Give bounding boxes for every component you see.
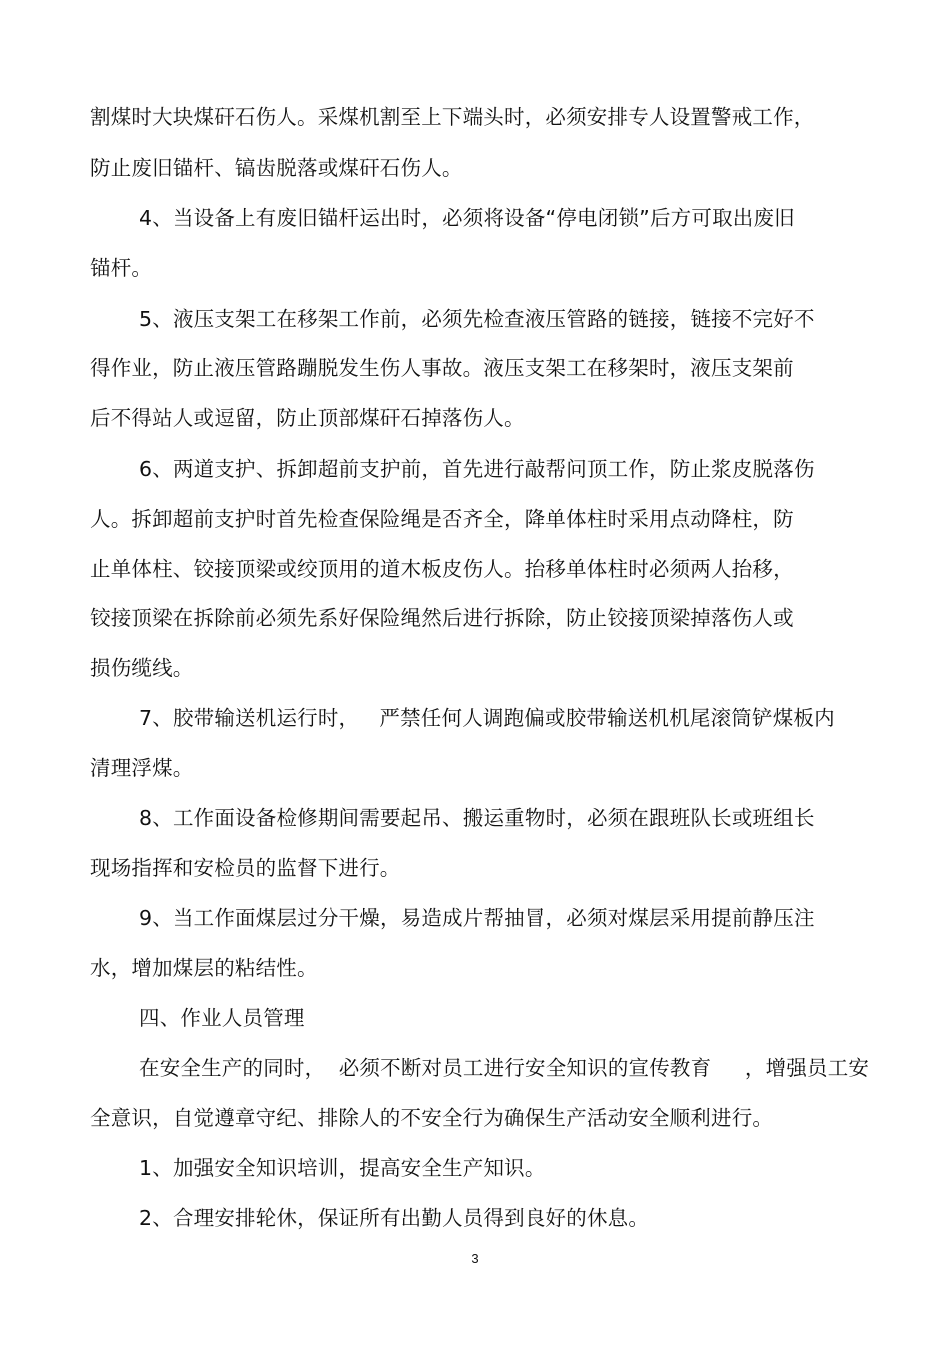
text-line: 防止废旧锚杆、镐齿脱落或煤矸石伤人。 [90,156,463,180]
text-line: 8、工作面设备检修期间需要起吊、搬运重物时，必须在跟班队长或班组长 [139,806,815,830]
text-line: 5、液压支架工在移架工作前，必须先检查液压管路的链接，链接不完好不 [139,307,815,331]
text-line: 6、两道支护、拆卸超前支护前，首先进行敲帮问顶工作，防止浆皮脱落伤 [139,457,815,481]
text-line: 在安全生产的同时， 必须不断对员工进行安全知识的宣传教育 ，增强员工安 [139,1056,870,1080]
text-line: 现场指挥和安检员的监督下进行。 [90,856,401,880]
text-line: 人。拆卸超前支护时首先检查保险绳是否齐全，降单体柱时采用点动降柱，防 [90,507,794,531]
text-line: 7、胶带输送机运行时， 严禁任何人调跑偏或胶带输送机机尾滚筒铲煤板内 [139,706,835,730]
text-line: 1、加强安全知识培训，提高安全生产知识。 [139,1156,546,1180]
text-line: 2、合理安排轮休，保证所有出勤人员得到良好的休息。 [139,1206,650,1230]
text-line: 割煤时大块煤矸石伤人。采煤机割至上下端头时，必须安排专人设置警戒工作， [90,105,815,129]
section-heading: 四、作业人员管理 [139,1006,305,1030]
text-line: 止单体柱、铰接顶梁或绞顶用的道木板皮伤人。抬移单体柱时必须两人抬移， [90,557,794,581]
text-line: 全意识，自觉遵章守纪、排除人的不安全行为确保生产活动安全顺利进行。 [90,1106,774,1130]
page-number: 3 [471,1251,479,1266]
text-line: 4、当设备上有废旧锚杆运出时，必须将设备“停电闭锁”后方可取出废旧 [139,206,795,230]
text-line: 锚杆。 [90,256,153,280]
text-line: 损伤缆线。 [90,656,194,680]
text-line: 9、当工作面煤层过分干燥，易造成片帮抽冒，必须对煤层采用提前静压注 [139,906,815,930]
text-line: 后不得站人或逗留，防止顶部煤矸石掉落伤人。 [90,406,525,430]
text-line: 得作业，防止液压管路蹦脱发生伤人事故。液压支架工在移架时，液压支架前 [90,356,794,380]
text-line: 铰接顶梁在拆除前必须先系好保险绳然后进行拆除，防止铰接顶梁掉落伤人或 [90,606,794,630]
text-line: 水，增加煤层的粘结性。 [90,956,318,980]
text-line: 清理浮煤。 [90,756,194,780]
